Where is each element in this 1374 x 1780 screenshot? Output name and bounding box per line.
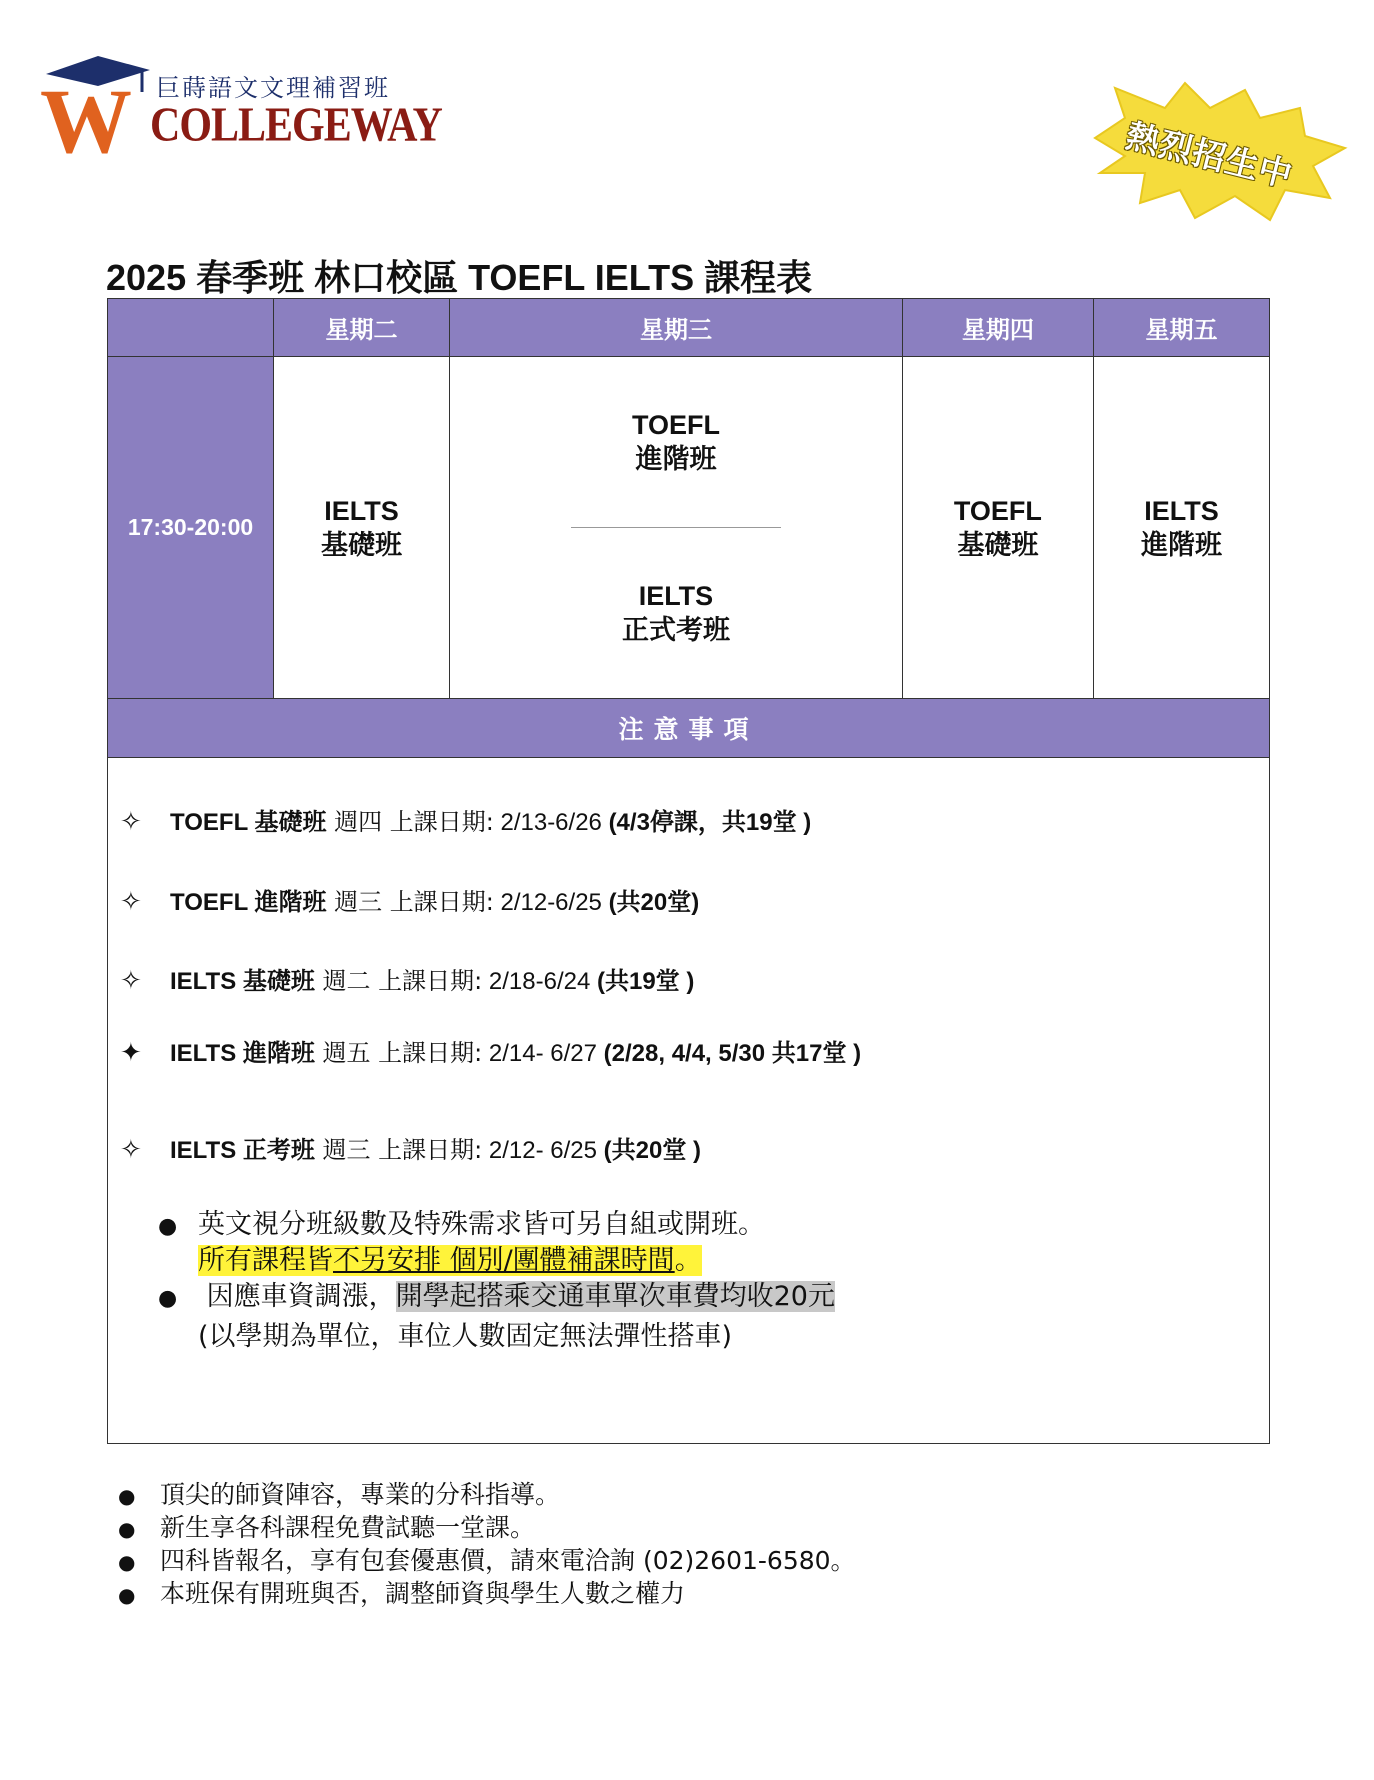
- footer-item: [118, 1508, 535, 1544]
- note-course: TOEFL 進階班: [170, 889, 327, 916]
- note-dates: 2/13-6/26: [493, 809, 609, 836]
- course-name: TOEFL: [631, 410, 720, 440]
- bullet-icon: ●: [158, 1214, 178, 1239]
- note-course: IELTS 進階班: [170, 1040, 315, 1067]
- course-name: TOEFL: [953, 495, 1042, 526]
- footer-item: [118, 1475, 560, 1511]
- note-extra: (共19堂 ): [596, 968, 695, 995]
- page-title: 2025 春季班 林口校區 TOEFL IELTS 課程表: [106, 257, 813, 298]
- note-dates: 2/18-6/24: [482, 968, 597, 995]
- wednesday-course-bottom: [450, 528, 902, 698]
- bullet-text: 因應車資調漲，: [198, 1281, 396, 1312]
- time-slot: 17:30-20:00: [108, 357, 274, 699]
- course-level: 正式考班: [621, 615, 730, 645]
- course-level: 進階班: [635, 444, 717, 474]
- star-icon: ✧: [120, 965, 142, 995]
- wednesday-courses: [450, 357, 903, 699]
- course-name: IELTS: [1144, 495, 1219, 526]
- note-day: 週三 上課日期:: [326, 888, 494, 916]
- bullet-icon: ●: [118, 1583, 136, 1607]
- star-icon: ✦: [120, 1037, 142, 1067]
- footer-item: [118, 1541, 856, 1577]
- note-extra: (4/3停課，共19堂 ): [608, 809, 812, 836]
- course-level: 進階班: [1140, 529, 1222, 560]
- corner-cell: [108, 299, 274, 357]
- course-level: 基礎班: [321, 529, 402, 560]
- wednesday-course-top: [450, 357, 902, 527]
- notes-bullet-continuation: [198, 1238, 702, 1277]
- day-header: 星期五: [1093, 299, 1269, 357]
- bullet-text: 英文視分班級數及特殊需求皆可另自組或開班。: [198, 1209, 765, 1240]
- schedule-table: [107, 298, 1270, 699]
- footer-text: 四科皆報名，享有包套優惠價，請來電洽詢 (02)2601-6580。: [160, 1546, 856, 1575]
- schedule-header-row: [108, 299, 1270, 357]
- footer-text: 本班保有開班與否，調整師資與學生人數之權力: [160, 1579, 686, 1608]
- collegeway-logo: [38, 52, 442, 162]
- note-extra: (共20堂 ): [603, 1137, 702, 1164]
- notes-bullet: [158, 1202, 765, 1241]
- day-header: 星期三: [450, 299, 903, 357]
- note-extra: (2/28, 4/4, 5/30 共17堂 ): [603, 1040, 862, 1067]
- star-icon: ✧: [120, 886, 142, 916]
- note-day: 週四 上課日期:: [326, 808, 494, 836]
- badge-text: 熱烈招生中: [1122, 115, 1297, 195]
- notes-bullet-continuation: [198, 1314, 732, 1353]
- course-level: 基礎班: [957, 529, 1039, 560]
- highlighted-underlined-text: 不另安排 個別/團體補課時間: [333, 1245, 675, 1276]
- day-header: 星期四: [902, 299, 1093, 357]
- star-icon: ✧: [120, 806, 142, 836]
- note-item: [120, 1130, 701, 1165]
- bullet-icon: ●: [118, 1550, 136, 1574]
- footer-text: 新生享各科課程免費試聽一堂課。: [160, 1513, 536, 1542]
- note-dates: 2/12- 6/25: [482, 1137, 604, 1164]
- bullet-icon: ●: [118, 1484, 136, 1508]
- note-item: [120, 882, 699, 917]
- footer-text: 頂尖的師資陣容，專業的分科指導。: [160, 1480, 561, 1509]
- course-name: IELTS: [324, 495, 399, 526]
- bullet-icon: ●: [158, 1286, 178, 1311]
- note-course: TOEFL 基礎班: [170, 809, 327, 836]
- enrollment-badge: [1085, 78, 1351, 228]
- note-item: [120, 961, 694, 996]
- highlighted-text: 所有課程皆: [198, 1245, 333, 1276]
- highlighted-text: 。: [674, 1245, 702, 1276]
- logo-chinese-name: 巨蒔語文文理補習班: [156, 74, 390, 102]
- note-dates: 2/14- 6/27: [482, 1040, 604, 1067]
- star-icon: ✧: [120, 1134, 142, 1164]
- note-day: 週二 上課日期:: [314, 967, 483, 995]
- note-day: 週五 上課日期:: [314, 1039, 483, 1067]
- course-name: IELTS: [638, 581, 714, 611]
- note-extra: (共20堂): [608, 889, 700, 916]
- friday-course: [1093, 357, 1269, 699]
- day-header: 星期二: [274, 299, 450, 357]
- note-course: IELTS 基礎班: [170, 968, 315, 995]
- note-course: IELTS 正考班: [170, 1137, 315, 1164]
- note-item: [120, 802, 811, 837]
- logo-english-name: COLLEGEWAY: [150, 99, 442, 153]
- bullet-icon: ●: [118, 1517, 136, 1541]
- note-dates: 2/12-6/25: [493, 889, 609, 916]
- notes-box: [107, 757, 1270, 1444]
- bullet-text: (以學期為單位，車位人數固定無法彈性搭車): [198, 1321, 733, 1352]
- tuesday-course: [274, 357, 450, 699]
- notes-bullet: [158, 1274, 835, 1313]
- gray-highlighted-text: 開學起搭乘交通車單次車費均收20元: [395, 1281, 835, 1312]
- schedule-row: [108, 357, 1270, 699]
- note-item: [120, 1033, 861, 1068]
- svg-text:W: W: [40, 70, 132, 162]
- note-day: 週三 上課日期:: [314, 1136, 483, 1164]
- thursday-course: [902, 357, 1093, 699]
- footer-item: [118, 1574, 685, 1610]
- notes-header: 注意事項: [107, 698, 1270, 758]
